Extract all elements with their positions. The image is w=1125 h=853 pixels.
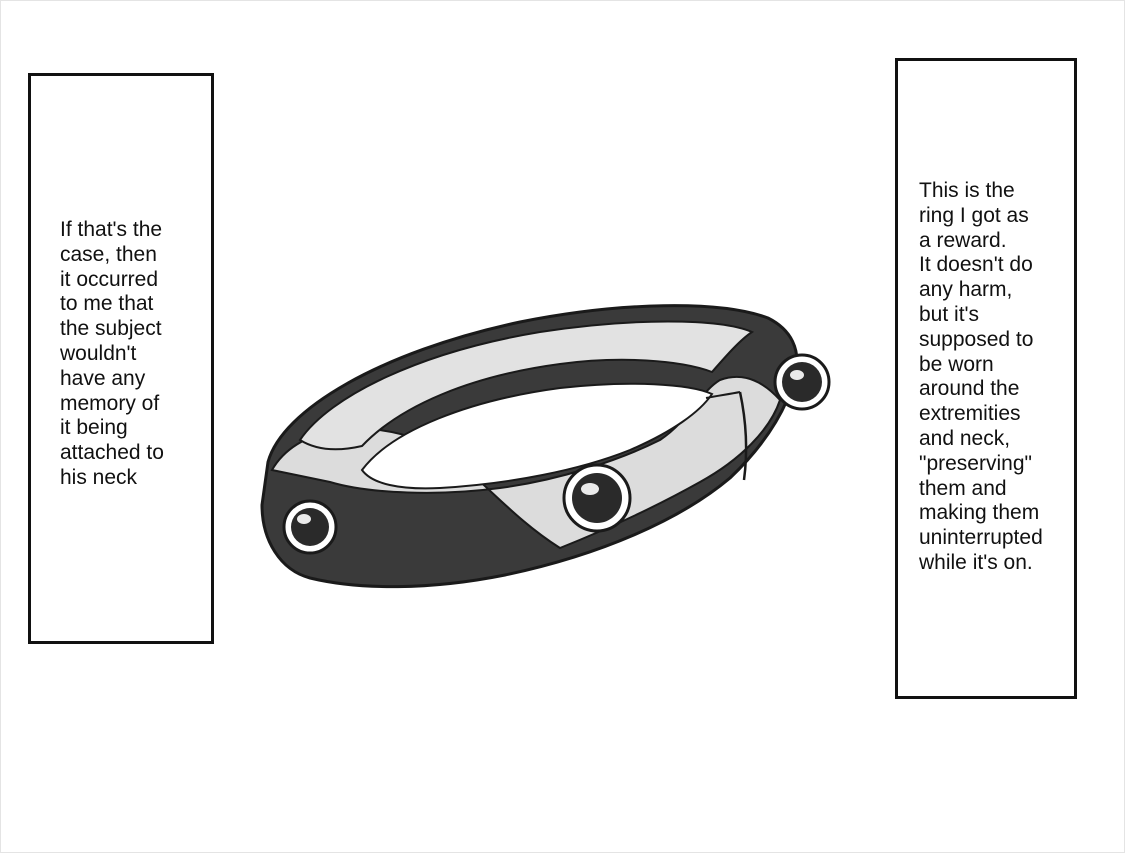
caption-text-left: If that's the case, then it occurred to me that the subject wouldn't have any memory of it being attached to his neck xyxy=(60,218,164,489)
caption-box-right xyxy=(895,58,1077,699)
ring-illustration xyxy=(250,300,850,600)
ring-stud-left xyxy=(284,501,336,553)
caption-text-right: This is the ring I got as a reward. It doesn't do any harm, but it's supposed to be worn around the extremities and neck, "preserving" them and making them uninterrupted while it's on. xyxy=(919,179,1043,574)
caption-box-left xyxy=(28,73,214,644)
ring-stud-right xyxy=(775,355,829,409)
ring-stud-center xyxy=(564,465,630,531)
